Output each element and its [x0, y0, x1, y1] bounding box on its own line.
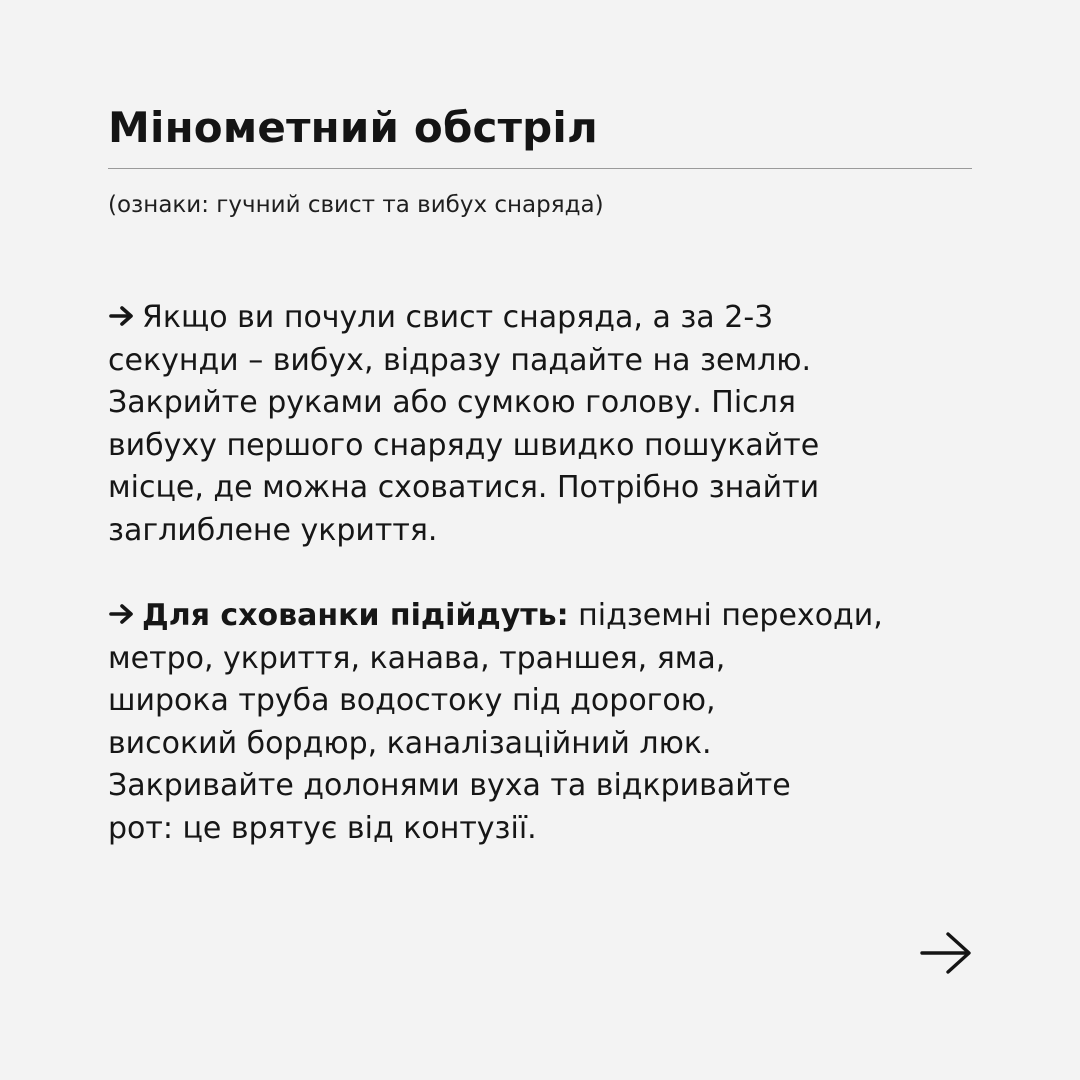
- paragraph-line: широка труба водостоку під дорогою,: [108, 683, 716, 718]
- bold-lead-text: Для схованки підійдуть:: [142, 598, 569, 633]
- paragraph-mortar-instructions: [108, 297, 988, 552]
- paragraph-line: місце, де можна сховатися. Потрібно знайти: [108, 470, 820, 505]
- paragraph-line: [108, 297, 988, 340]
- paragraph-line: вибуху першого снаряду швидко пошукайте: [108, 427, 820, 463]
- paragraph-line: [108, 595, 988, 638]
- paragraph-line: рот: це врятує від контузії.: [108, 810, 537, 846]
- page-title: Мінометний обстріл: [108, 103, 598, 152]
- arrow-right-icon: [108, 304, 138, 328]
- subtitle: (ознаки: гучний свист та вибух снаряда): [108, 192, 604, 218]
- paragraph-text: Якщо ви почули свист снаряда, а за 2-3: [142, 300, 774, 335]
- paragraph-shelter-options: [108, 595, 988, 850]
- next-arrow-icon[interactable]: [918, 929, 974, 977]
- paragraph-line: Закрийте руками або сумкою голову. Після: [108, 385, 796, 420]
- title-divider: [108, 168, 972, 169]
- arrow-right-icon: [108, 602, 138, 626]
- paragraph-line: заглиблене укриття.: [108, 512, 438, 548]
- paragraph-line: секунди – вибух, відразу падайте на землю.: [108, 342, 812, 378]
- paragraph-line: високий бордюр, каналізаційний люк.: [108, 725, 712, 761]
- paragraph-line: Закривайте долонями вуха та відкривайте: [108, 768, 791, 803]
- paragraph-line: метро, укриття, канава, траншея, яма,: [108, 640, 726, 676]
- paragraph-text: підземні переходи,: [568, 598, 883, 633]
